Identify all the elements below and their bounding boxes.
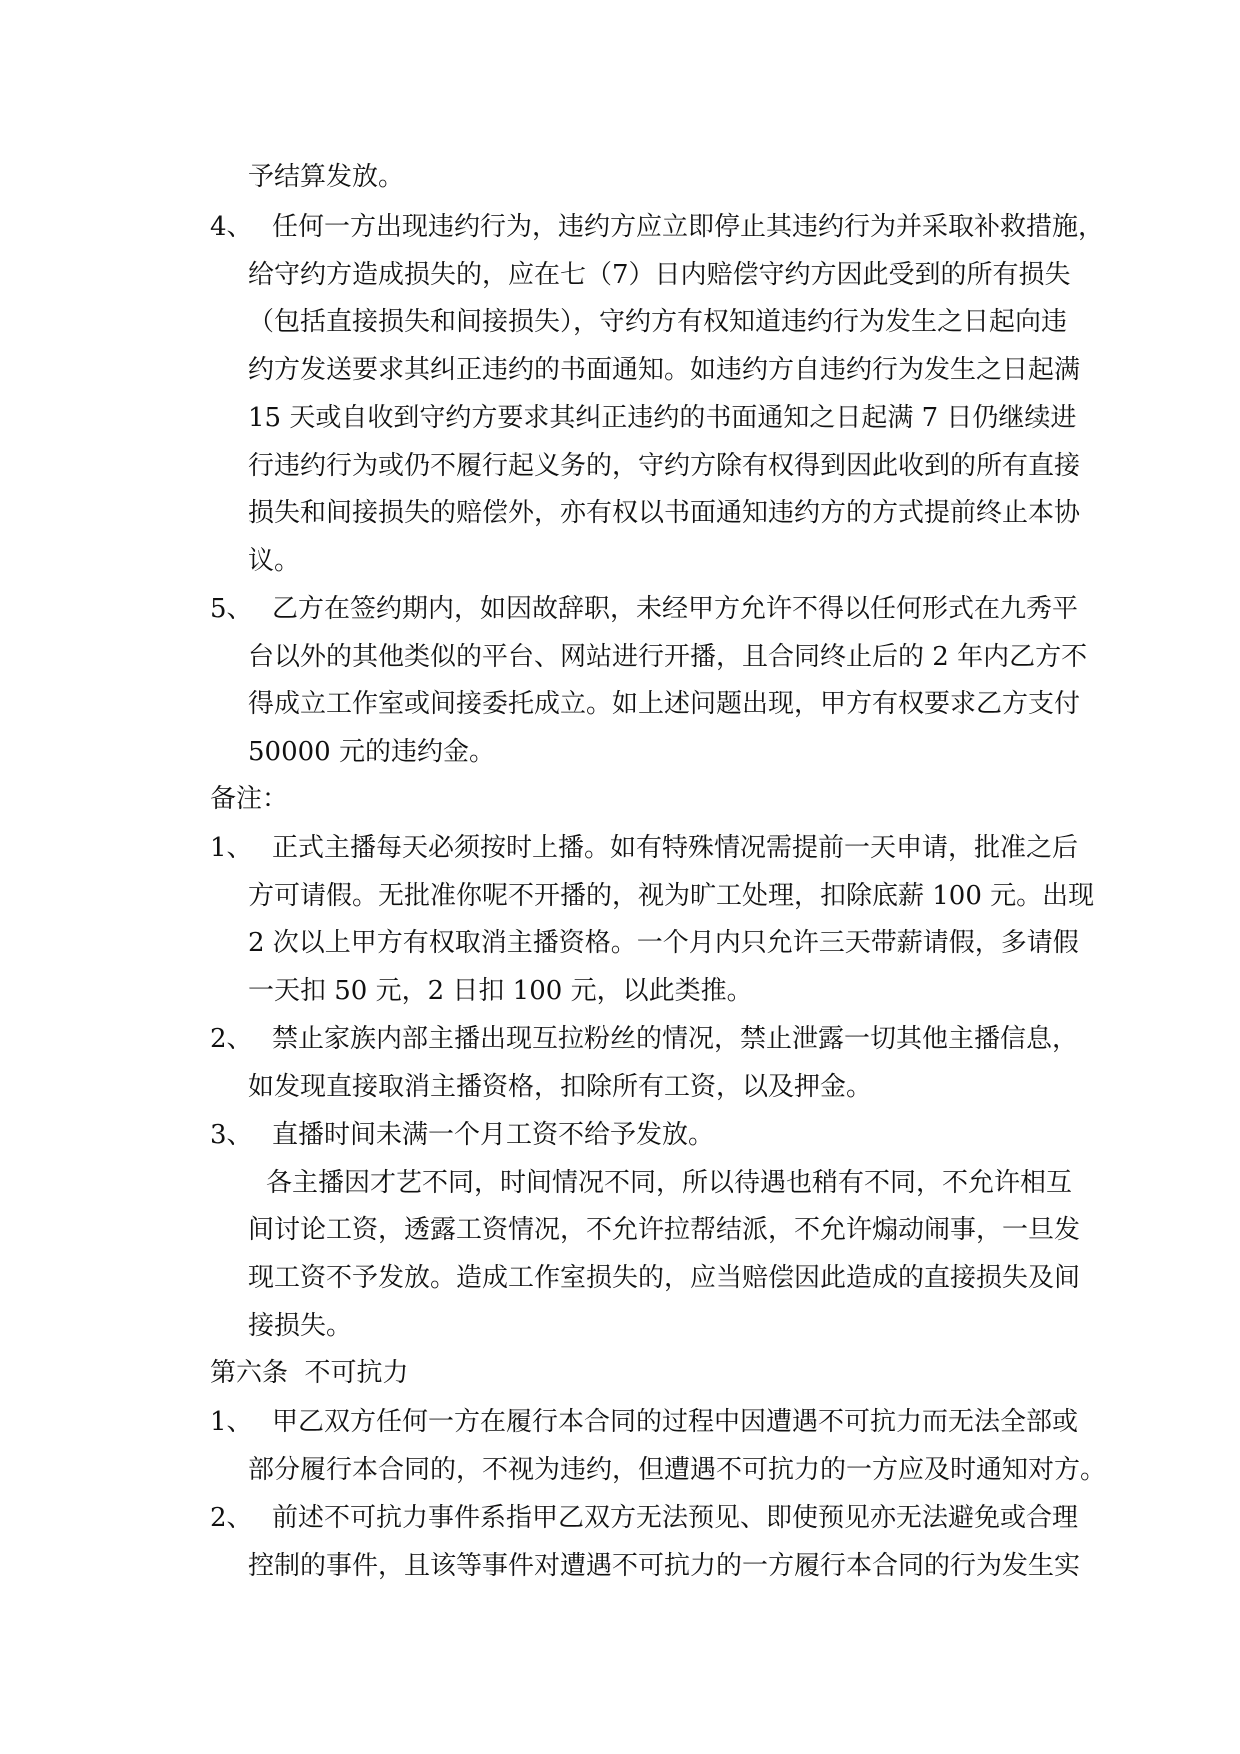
article-heading: 第六条 不可抗力 — [210, 1358, 409, 1388]
note-line: 正式主播每天必须按时上播。如有特殊情况需提前一天申请，批准之后 — [272, 833, 1079, 863]
notes-paragraph-line: 现工资不予发放。造成工作室损失的，应当赔偿因此造成的直接损失及间 — [248, 1263, 1081, 1293]
article-clause-number: 2、 — [210, 1503, 253, 1533]
note-line: 如发现直接取消主播资格，扣除所有工资，以及押金。 — [248, 1072, 873, 1102]
clause-line: 50000 元的违约金。 — [248, 737, 495, 767]
note-line: 一天扣 50 元，2 日扣 100 元，以此类推。 — [248, 976, 753, 1006]
note-line: 直播时间未满一个月工资不给予发放。 — [272, 1120, 715, 1150]
clause-line: 给守约方造成损失的，应在七（7）日内赔偿守约方因此受到的所有损失 — [248, 260, 1071, 290]
clause-number: 5、 — [210, 594, 253, 624]
article-clause-line: 甲乙双方任何一方在履行本合同的过程中因遭遇不可抗力而无法全部或 — [272, 1407, 1079, 1437]
note-number: 3、 — [210, 1120, 253, 1150]
article-clause-line: 前述不可抗力事件系指甲乙双方无法预见、即使预见亦无法避免或合理 — [272, 1503, 1079, 1533]
clause-line: 15 天或自收到守约方要求其纠正违约的书面通知之日起满 7 日仍继续进 — [248, 403, 1077, 433]
clause-line: 行违约行为或仍不履行起义务的，守约方除有权得到因此收到的所有直接 — [248, 451, 1081, 481]
clause-number: 4、 — [210, 212, 253, 242]
note-number: 1、 — [210, 833, 253, 863]
note-line: 2 次以上甲方有权取消主播资格。一个月内只允许三天带薪请假，多请假 — [248, 928, 1079, 958]
clause-line: （包括直接损失和间接损失），守约方有权知道违约行为发生之日起向违 — [248, 307, 1068, 337]
notes-paragraph-line: 间讨论工资，透露工资情况，不允许拉帮结派，不允许煽动闹事，一旦发 — [248, 1215, 1081, 1245]
article-clause-line: 部分履行本合同的，不视为违约，但遭遇不可抗力的一方应及时通知对方。 — [248, 1455, 1107, 1485]
clause-line: 乙方在签约期内，如因故辞职，未经甲方允许不得以任何形式在九秀平 — [272, 594, 1079, 624]
clause-line: 任何一方出现违约行为，违约方应立即停止其违约行为并采取补救措施， — [272, 212, 1105, 242]
note-number: 2、 — [210, 1024, 253, 1054]
clause-line: 议。 — [248, 546, 301, 576]
clause-line: 台以外的其他类似的平台、网站进行开播，且合同终止后的 2 年内乙方不 — [248, 642, 1088, 672]
notes-heading: 备注： — [210, 784, 289, 814]
clause-line: 得成立工作室或间接委托成立。如上述问题出现，甲方有权要求乙方支付 — [248, 689, 1081, 719]
notes-paragraph-line: 各主播因才艺不同，时间情况不同，所以待遇也稍有不同，不允许相互 — [266, 1168, 1073, 1198]
note-line: 禁止家族内部主播出现互拉粉丝的情况，禁止泄露一切其他主播信息， — [272, 1024, 1079, 1054]
notes-paragraph-line: 接损失。 — [248, 1311, 353, 1341]
clause-line: 约方发送要求其纠正违约的书面通知。如违约方自违约行为发生之日起满 — [248, 355, 1081, 385]
continuation-line: 予结算发放。 — [248, 162, 405, 192]
article-clause-number: 1、 — [210, 1407, 253, 1437]
article-clause-line: 控制的事件，且该等事件对遭遇不可抗力的一方履行本合同的行为发生实 — [248, 1551, 1081, 1581]
note-line: 方可请假。无批准你呢不开播的，视为旷工处理，扣除底薪 100 元。出现 — [248, 881, 1095, 911]
clause-line: 损失和间接损失的赔偿外，亦有权以书面通知违约方的方式提前终止本协 — [248, 498, 1081, 528]
